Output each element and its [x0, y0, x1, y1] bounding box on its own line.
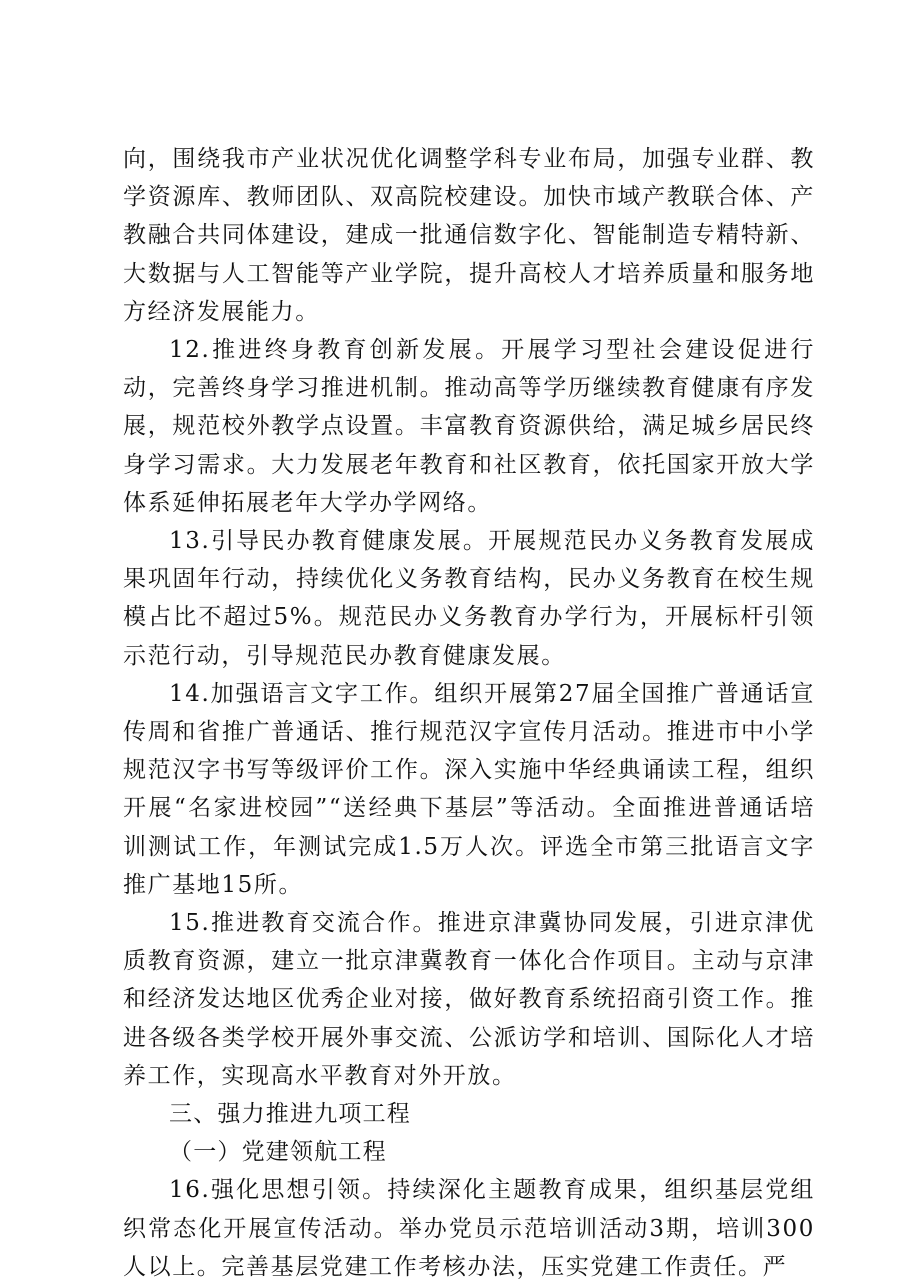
section-heading: 三、强力推进九项工程: [169, 1101, 411, 1128]
paragraph-item-12: 12.推进终身教育创新发展。开展学习型社会建设促进行动，完善终身学习推进机制。推动高等学历继续教育健康有序发展，规范校外教学点设置。丰富教育资源供给，满足城乡居民终身学习需求。大力发展老年教育和社区教育，依托国家开放大学体系延伸拓展老年大学办学网络。: [123, 337, 815, 516]
paragraph-item-13: 13.引导民办教育健康发展。开展规范民办义务教育发展成果巩固年行动，持续优化义务教育结构，民办义务教育在校生规模占比不超过5%。规范民办义务教育办学行为，开展标杆引领示范行动，引导规范民办教育健康发展。: [123, 528, 815, 669]
paragraph-continuation: 向，围绕我市产业状况优化调整学科专业布局，加强专业群、教学资源库、教师团队、双高院校建设。加快市域产教联合体、产教融合共同体建设，建成一批通信数字化、智能制造专精特新、大数据与人工智能等产业学院，提升高校人才培养质量和服务地方经济发展能力。: [123, 146, 815, 325]
paragraph-item-14: 14.加强语言文字工作。组织开展第27届全国推广普通话宣传周和省推广普通话、推行规范汉字宣传月活动。推进市中小学规范汉字书写等级评价工作。深入实施中华经典诵读工程，组织开展“名家进校园”“送经典下基层”等活动。全面推进普通话培训测试工作，年测试完成1.5万人次。评选全市第三批语言文字推广基地15所。: [123, 680, 815, 898]
paragraph-item-16: 16.强化思想引领。持续深化主题教育成果，组织基层党组织常态化开展宣传活动。举办党员示范培训活动3期，培训300人以上。完善基层党建工作考核办法，压实党建工作责任。严: [123, 1177, 815, 1280]
sub-heading: （一）党建领航工程: [169, 1139, 387, 1166]
paragraph-item-15: 15.推进教育交流合作。推进京津冀协同发展，引进京津优质教育资源，建立一批京津冀教育一体化合作项目。主动与京津和经济发达地区优秀企业对接，做好教育系统招商引资工作。推进各级各类学校开展外事交流、公派访学和培训、国际化人才培养工作，实现高水平教育对外开放。: [123, 910, 815, 1089]
document-body: [123, 140, 815, 1286]
